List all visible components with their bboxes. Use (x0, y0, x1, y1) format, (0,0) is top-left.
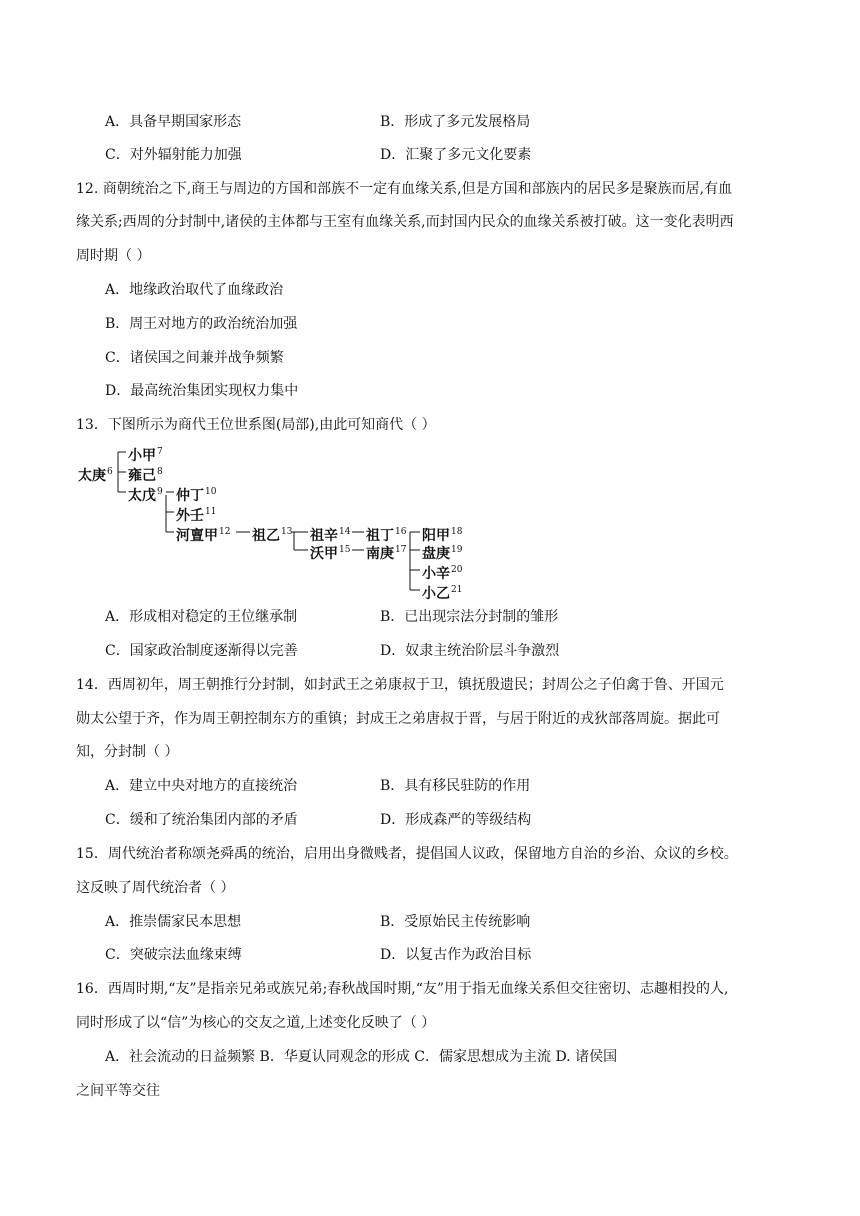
q13-option-d: D．奴隶主统治阶层斗争激烈 (380, 643, 560, 659)
king-xiaojia: 小甲$^7$ (128, 447, 163, 464)
q12-stem-line-3: 周时期（ ） (76, 248, 151, 264)
king-xiaoxin: 小辛$^{20}$ (422, 565, 463, 582)
q14-stem-line-3: 知，分封制（ ） (76, 744, 179, 760)
q15-option-b: B．受原始民主传统影响 (380, 914, 531, 930)
q13-stem: 13．下图所示为商代王位世系图(局部),由此可知商代（ ） (76, 417, 436, 433)
q14-option-d: D．形成森严的等级结构 (380, 812, 532, 828)
king-yangjia: 阳甲$^{18}$ (422, 527, 463, 544)
q14-option-a: A．建立中央对地方的直接统治 (105, 778, 298, 794)
q12-option-b: B．周王对地方的政治统治加强 (105, 316, 298, 332)
king-zuyi: 祖乙$^{13}$ (252, 527, 293, 544)
king-zuxin: 祖辛$^{14}$ (310, 527, 351, 544)
king-zhongding: 仲丁$^{10}$ (176, 487, 217, 504)
shang-succession-diagram (76, 440, 496, 600)
q12-stem-line-1: 12. 商朝统治之下,商王与周边的方国和部族不一定有血缘关系,但是方国和部族内的居民多是聚族而居,有血 (76, 181, 733, 197)
q12-option-c: C．诸侯国之间兼并战争频繁 (105, 350, 284, 366)
q14-option-b: B．具有移民驻防的作用 (380, 778, 531, 794)
q12-stem-line-2: 缘关系;西周的分封制中,诸侯的主体都与王室有血缘关系,而封国内民众的血缘关系被打破。这一变化表明西 (76, 214, 734, 230)
q16-stem-line-1: 16．西周时期,“友”是指亲兄弟或族兄弟;春秋战国时期,“友”用于指无血缘关系但交往密切、志趣相投的人, (76, 981, 729, 997)
q13-option-b: B．已出现宗法分封制的雏形 (380, 609, 559, 625)
q11-option-c: C．对外辐射能力加强 (105, 147, 242, 163)
q16-options-continuation: 之间平等交往 (76, 1083, 160, 1099)
king-taiwu: 太戊$^9$ (128, 487, 163, 504)
q16-stem-line-2: 同时形成了以“信”为核心的交友之道,上述变化反映了（ ） (76, 1015, 436, 1031)
q16-options-line: A．社会流动的日益频繁 B．华夏认同观念的形成 C．儒家思想成为主流 D. 诸侯国 (105, 1049, 618, 1065)
king-wairen: 外壬$^{11}$ (176, 507, 217, 524)
q15-option-a: A．推崇儒家民本思想 (105, 914, 242, 930)
q15-option-d: D．以复古作为政治目标 (380, 947, 532, 963)
king-wojia: 沃甲$^{15}$ (310, 545, 351, 562)
q14-stem-line-2: 勋太公望于齐，作为周王朝控制东方的重镇；封成王之弟唐叔于晋，与居于附近的戎狄部落周旋。据此可 (76, 711, 720, 727)
q13-option-c: C．国家政治制度逐渐得以完善 (105, 643, 298, 659)
q12-option-a: A．地缘政治取代了血缘政治 (105, 282, 284, 298)
king-xiaoyi: 小乙$^{21}$ (422, 585, 463, 602)
king-hetanjia: 河亶甲$^{12}$ (176, 527, 231, 544)
q12-option-d: D．最高统治集团实现权力集中 (105, 383, 299, 399)
q15-stem-line-1: 15．周代统治者称颂尧舜禹的统治，启用出身微贱者，提倡国人议政，保留地方自治的乡治、众议的乡校。 (76, 846, 738, 862)
q15-stem-line-2: 这反映了周代统治者（ ） (76, 880, 235, 896)
q14-option-c: C．缓和了统治集团内部的矛盾 (105, 812, 298, 828)
q13-option-a: A．形成相对稳定的王位继承制 (105, 609, 298, 625)
q14-stem-line-1: 14．西周初年，周王朝推行分封制，如封武王之弟康叔于卫，镇抚殷遗民；封周公之子伯禽于鲁、开国元 (76, 677, 724, 693)
q11-option-a: A．具备早期国家形态 (105, 114, 242, 130)
king-nangeng: 南庚$^{17}$ (366, 545, 407, 562)
q11-option-d: D．汇聚了多元文化要素 (380, 147, 532, 163)
king-yongji: 雍己$^8$ (128, 467, 163, 484)
king-pangeng: 盘庚$^{19}$ (422, 545, 463, 562)
q11-option-b: B．形成了多元发展格局 (380, 114, 531, 130)
king-zuding: 祖丁$^{16}$ (366, 527, 407, 544)
q15-option-c: C．突破宗法血缘束缚 (105, 947, 242, 963)
king-taigeng: 太庚$^6$ (78, 467, 113, 484)
